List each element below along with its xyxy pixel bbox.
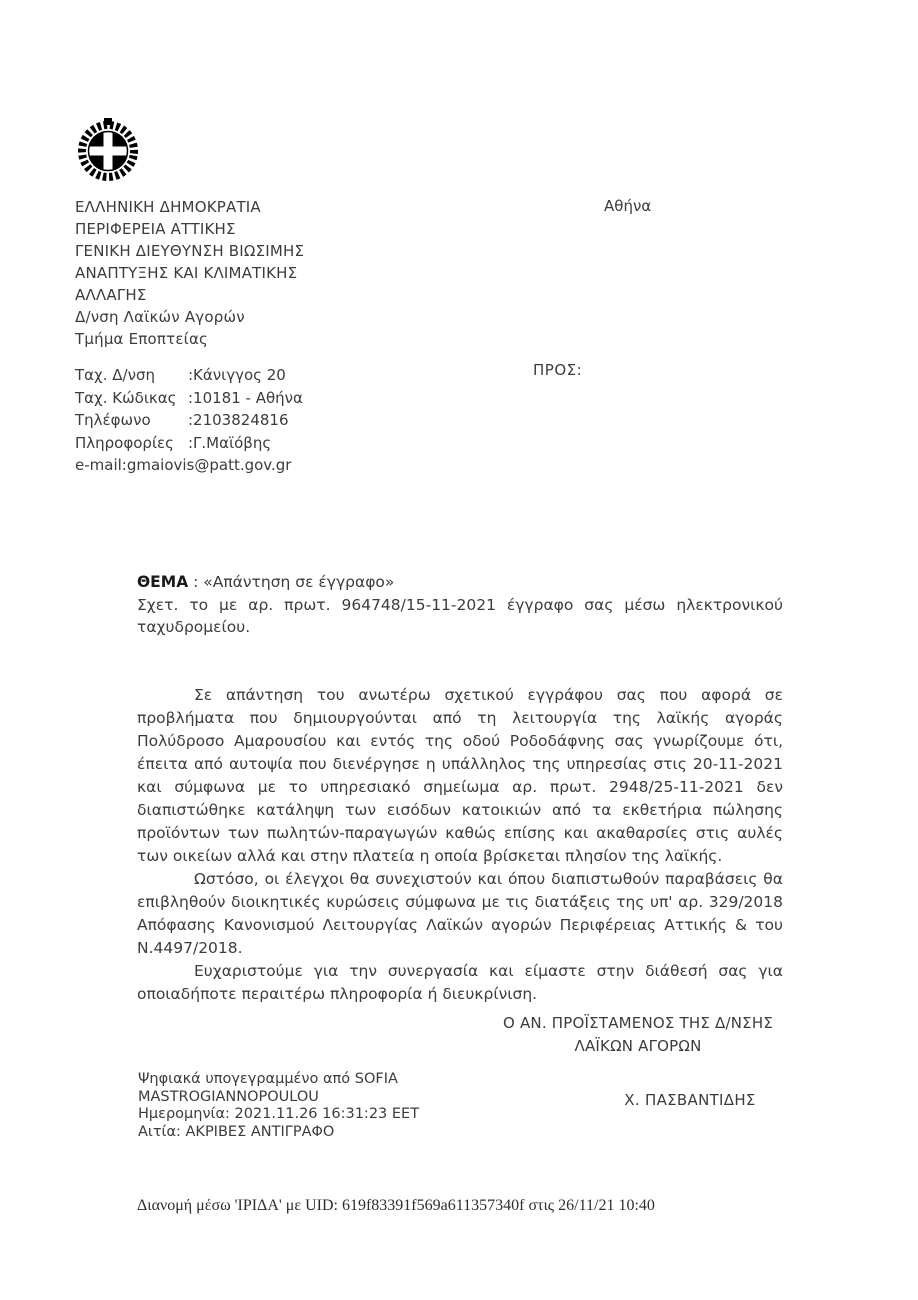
body-paragraph: Ωστόσο, οι έλεγχοι θα συνεχιστούν και όπου διαπιστωθούν παραβάσεις θα επιβληθούν διοικητικές κυρώσεις σύμφωνα με τις διατάξεις της υπ' αρ. 329/2018 Απόφασης Κανονισμού Λειτουργίας Λαϊκών αγορών Περιφέρειας Αττικής & του Ν.4497/2018. bbox=[137, 870, 783, 957]
subject-label: ΘΕΜΑ bbox=[137, 573, 189, 591]
contact-label: Τηλέφωνο bbox=[75, 411, 151, 429]
city-label: Αθήνα bbox=[604, 197, 652, 215]
contact-row bbox=[75, 387, 303, 410]
contact-email: e-mail:gmaiovis@patt.gov.gr bbox=[75, 456, 292, 474]
signature-title-line: Ο ΑΝ. ΠΡΟΪΣΤΑΜΕΝΟΣ ΤΗΣ Δ/ΝΣΗΣ bbox=[503, 1014, 773, 1032]
digital-signature-reason: Αιτία: ΑΚΡΙΒΕΣ ΑΝΤΙΓΡΑΦΟ bbox=[138, 1123, 335, 1140]
signature-title-line: ΛΑΪΚΩΝ ΑΓΟΡΩΝ bbox=[574, 1037, 702, 1055]
subject-line bbox=[137, 571, 783, 594]
contact-value: :Κάνιγγος 20 bbox=[188, 366, 286, 384]
signature-title bbox=[450, 1012, 826, 1058]
sender-line: Δ/νση Λαϊκών Αγορών bbox=[75, 308, 245, 326]
contact-row bbox=[75, 364, 303, 387]
sender-line: ΑΛΛΑΓΗΣ bbox=[75, 286, 147, 304]
subject-title: : «Απάντηση σε έγγραφο» bbox=[188, 573, 395, 591]
contact-row bbox=[75, 409, 303, 432]
contact-label: Ταχ. Δ/νση bbox=[75, 366, 155, 384]
sender-line: ΓΕΝΙΚΗ ΔΙΕΥΘΥΝΣΗ ΒΙΩΣΙΜΗΣ bbox=[75, 242, 305, 260]
signatory-name: Χ. ΠΑΣΒΑΝΤΙΔΗΣ bbox=[624, 1091, 756, 1109]
digital-signature-stamp bbox=[138, 1071, 470, 1141]
contact-block bbox=[75, 364, 303, 477]
greek-coat-of-arms-icon bbox=[76, 110, 140, 188]
contact-value: :10181 - Αθήνα bbox=[188, 388, 303, 407]
subject-block bbox=[137, 571, 783, 639]
recipient-label: ΠΡΟΣ: bbox=[533, 361, 583, 379]
contact-row bbox=[75, 432, 303, 455]
sender-block bbox=[75, 196, 304, 350]
reference-line: Σχετ. το με αρ. πρωτ. 964748/15-11-2021 έγγραφο σας μέσω ηλεκτρονικού ταχυδρομείου. bbox=[137, 595, 783, 636]
contact-value: :Γ.Μαϊόβης bbox=[188, 433, 272, 452]
sender-line: ΑΝΑΠΤΥΞΗΣ ΚΑΙ ΚΛΙΜΑΤΙΚΗΣ bbox=[75, 264, 298, 282]
letter-body bbox=[137, 684, 783, 1006]
sender-line: ΠΕΡΙΦΕΡΕΙΑ ΑΤΤΙΚΗΣ bbox=[75, 220, 236, 238]
sender-line: Τμήμα Εποπτείας bbox=[75, 330, 209, 348]
contact-label: Πληροφορίες bbox=[75, 433, 174, 452]
sender-line: ΕΛΛΗΝΙΚΗ ΔΗΜΟΚΡΑΤΙΑ bbox=[75, 198, 261, 216]
body-paragraph: Σε απάντηση του ανωτέρω σχετικού εγγράφου σας που αφορά σε προβλήματα που δημιουργούνται από τη λειτουργία της λαϊκής αγοράς Πολύδροσο Αμαρουσίου και εντός της οδού Ροδοδάφνης σας γνωρίζουμε ότι, έπειτα από αυτοψία που διενέργησε η υπάλληλος της υπηρεσίας στις 20-11-2021 και σύμφωνα με το υπηρεσιακό σημείωμα αρ. πρωτ. 2948/25-11-2021 δεν διαπιστώθηκε κατάληψη των εισόδων κατοικιών από τα εκθετήρια πώλησης προϊόντων των πωλητών-παραγωγών καθώς επίσης και ακαθαρσίες στις αυλές των οικείων αλλά και στην πλατεία η οποία βρίσκεται πλησίον της λαϊκής. bbox=[137, 686, 783, 865]
digital-signature-date: Ημερομηνία: 2021.11.26 16:31:23 EET bbox=[138, 1106, 420, 1122]
contact-value: :2103824816 bbox=[188, 411, 289, 429]
digital-signature-signer: Ψηφιακά υπογεγραμμένο από SOFIA MASTROGIANNOPOULOU bbox=[138, 1071, 398, 1105]
contact-label: Ταχ. Κώδικας bbox=[75, 388, 177, 407]
body-paragraph: Ευχαριστούμε για την συνεργασία και είμαστε στην διάθεσή σας για οποιαδήποτε περαιτέρω πληροφορία ή διευκρίνιση. bbox=[137, 962, 783, 1003]
distribution-footer: Διανομή μέσω 'ΙΡΙΔΑ' με UID: 619f83391f569a611357340f στις 26/11/21 10:40 bbox=[137, 1197, 655, 1214]
